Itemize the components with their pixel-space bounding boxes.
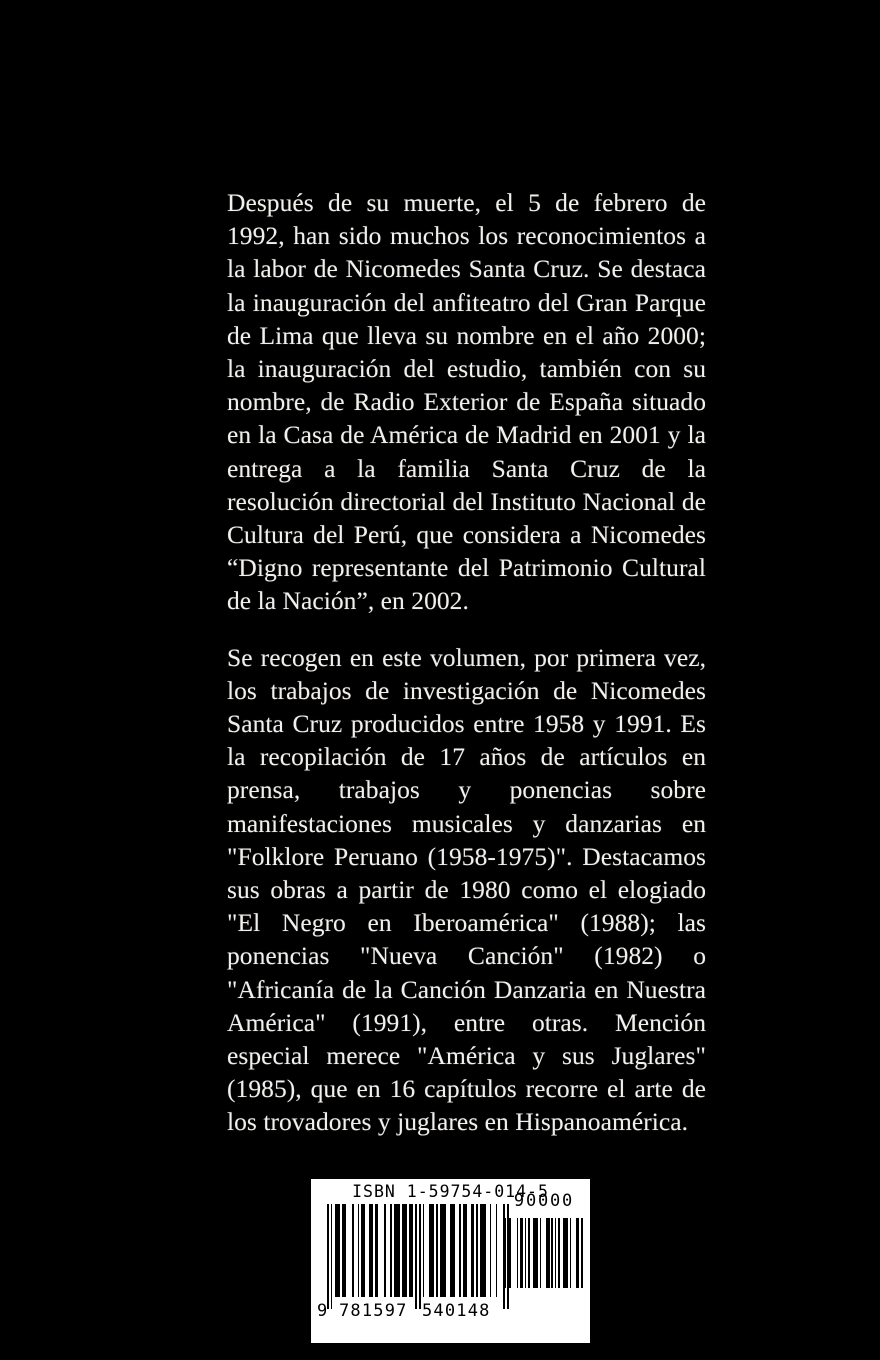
barcode-bar: [352, 1204, 354, 1297]
addon-barcode-bar: [533, 1218, 538, 1288]
barcode-bar: [415, 1204, 417, 1309]
barcode-bar: [369, 1204, 373, 1297]
addon-barcode-bar: [555, 1218, 556, 1288]
addon-barcode-bar: [546, 1218, 549, 1288]
blurb-text-block: [227, 186, 706, 1139]
addon-barcode-bar: [540, 1218, 541, 1288]
barcode-bar: [436, 1204, 438, 1297]
ean13-digits: [317, 1300, 519, 1322]
ean13-left-group: 781597: [339, 1301, 408, 1321]
barcode-bar: [358, 1204, 360, 1297]
isbn-text: ISBN 1-59754-014-5: [352, 1182, 549, 1201]
barcode-bar: [394, 1204, 399, 1297]
barcode-bar: [476, 1204, 478, 1297]
barcode-bar: [335, 1204, 340, 1297]
addon-barcode-bar: [505, 1218, 506, 1288]
addon-barcode-bar: [558, 1218, 559, 1288]
barcode-bar: [459, 1204, 461, 1297]
addon-barcode-bar: [517, 1218, 518, 1288]
barcode-bar: [409, 1204, 413, 1297]
barcode-bar: [390, 1204, 392, 1297]
ean13-lead-digit: 9: [317, 1301, 328, 1321]
ean13-right-group: 540148: [422, 1301, 491, 1321]
addon-barcode-bar: [576, 1218, 579, 1288]
ean5-addon-barcode: [505, 1191, 583, 1313]
barcode-bar: [361, 1204, 365, 1297]
barcode-bar: [429, 1204, 434, 1297]
addon-barcode-bar: [581, 1218, 582, 1288]
addon-barcode-bar: [528, 1218, 529, 1288]
barcode-bar: [450, 1204, 455, 1297]
barcode-bar: [471, 1204, 475, 1297]
addon-barcode-bar: [551, 1218, 552, 1288]
barcode-bar: [331, 1204, 333, 1309]
ean5-addon-digits: 90000: [513, 1191, 575, 1211]
ean13-bars: [327, 1204, 509, 1300]
barcode-bar: [496, 1204, 498, 1297]
barcode-bar: [384, 1204, 386, 1297]
blurb-paragraph-2: Se recogen en este volumen, por primera vez, los trabajos de investigación de Nicomedes Santa Cruz producidos entre 1958 y 1991. Es la recopilación de 17 años de artículos en prensa, trabajos y ponencias sobre manifestaciones musicales y danzarias en "Folklore Peruano (1958-1975)". Destacamos sus obras a partir de 1980 como el elogiado "El Negro en Iberoamérica" (1988); las ponencias "Nueva Canción" (1982) o "Africanía de la Canción Danzaria en Nuestra América" (1991), entre otras. Mención especial merece "América y sus Juglares" (1985), que en 16 capítulos recorre el arte de los trovadores y juglares en Hispanoamérica.: [227, 642, 706, 1137]
barcode-bar: [402, 1204, 407, 1297]
barcode-label: [311, 1179, 590, 1343]
barcode-bar: [490, 1204, 492, 1297]
barcode-bar: [342, 1204, 346, 1297]
addon-barcode-bar: [570, 1218, 571, 1288]
barcode-bar: [423, 1204, 425, 1297]
addon-barcode-bar: [563, 1218, 568, 1288]
barcode-bar: [327, 1204, 329, 1309]
ean13-barcode: [317, 1204, 509, 1321]
barcode-bar: [463, 1204, 467, 1297]
addon-barcode-bar: [508, 1218, 511, 1288]
addon-barcode-bar: [525, 1218, 526, 1288]
blurb-paragraph-1: Después de su muerte, el 5 de febrero de 1992, han sido muchos los reconocimientos a la labor de Nicomedes Santa Cruz. Se destaca la inauguración del anfiteatro del Gran Parque de Lima que lleva su nombre en el año 2000; la inauguración del estudio, también con su nombre, de Radio Exterior de España situado en la Casa de América de Madrid en 2001 y la entrega a la familia Santa Cruz de la resolución directorial del Instituto Nacional de Cultura del Perú, que considera a Nicomedes “Digno representante del Patrimonio Cultural de la Nación”, en 2002.: [227, 188, 706, 616]
barcode-bar: [419, 1204, 421, 1309]
addon-barcode-bar: [520, 1218, 523, 1288]
barcode-bar: [480, 1204, 485, 1297]
barcode-bar: [375, 1204, 379, 1297]
ean5-addon-bars: [505, 1218, 583, 1288]
barcode-bar: [440, 1204, 445, 1297]
